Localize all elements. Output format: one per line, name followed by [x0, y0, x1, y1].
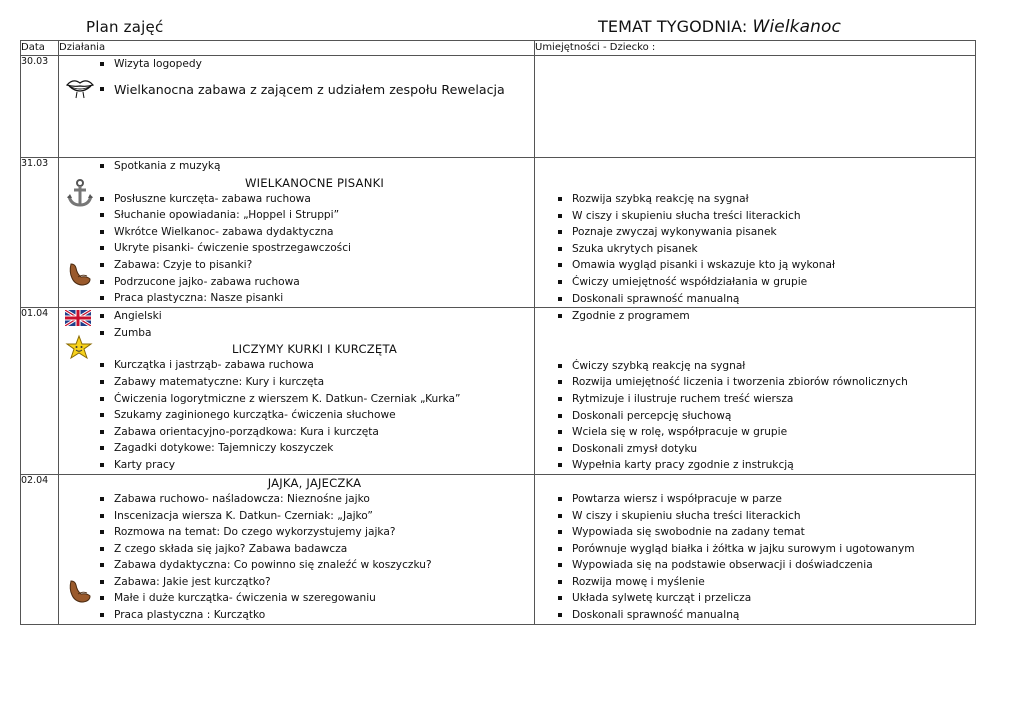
- list-item: Poznaje zwyczaj wykonywania pisanek: [557, 224, 975, 241]
- list-item: Wielkanocna zabawa z zającem z udziałem zespołu Rewelacja: [99, 73, 534, 106]
- skills-list: [535, 308, 975, 325]
- list-item: Rozwija mowę i myślenie: [557, 574, 975, 591]
- list-item: Rytmizuje i ilustruje ruchem treść wiersza: [557, 391, 975, 408]
- table-row: [21, 474, 976, 624]
- row-date: 02.04: [21, 474, 59, 624]
- list-item: Posłuszne kurczęta- zabawa ruchowa: [99, 191, 534, 208]
- row-date: 31.03: [21, 158, 59, 308]
- table-row: [21, 158, 976, 308]
- skills-list: [535, 191, 975, 307]
- row-date: 01.04: [21, 308, 59, 475]
- list-item: Zabawy matematyczne: Kury i kurczęta: [99, 374, 534, 391]
- header-activities: Działania: [59, 41, 535, 56]
- activities-list: [59, 56, 534, 106]
- list-item: Omawia wygląd pisanki i wskazuje kto ją wykonał: [557, 257, 975, 274]
- list-item: Ćwiczenia logorytmiczne z wierszem K. Datkun- Czerniak „Kurka”: [99, 391, 534, 408]
- list-item: Zumba: [99, 325, 534, 342]
- anchor-icon: [65, 178, 95, 214]
- list-item: Wypowiada się swobodnie na zadany temat: [557, 524, 975, 541]
- list-item: Praca plastyczna : Kurczątko: [99, 607, 534, 624]
- list-item: Ukryte pisanki- ćwiczenie spostrzegawczości: [99, 240, 534, 257]
- list-item: Ćwiczy umiejętność współdziałania w grupie: [557, 274, 975, 291]
- list-item: Zagadki dotykowe: Tajemniczy koszyczek: [99, 440, 534, 457]
- list-item: Angielski: [99, 308, 534, 325]
- list-item: Podrzucone jajko- zabawa ruchowa: [99, 274, 534, 291]
- list-item: Rozwija szybką reakcję na sygnał: [557, 191, 975, 208]
- list-item: Układa sylwetę kurcząt i przelicza: [557, 590, 975, 607]
- list-item: Małe i duże kurczątka- ćwiczenia w szeregowaniu: [99, 590, 534, 607]
- activities-list: [59, 308, 534, 341]
- list-item: Z czego składa się jajko? Zabawa badawcza: [99, 541, 534, 558]
- list-item: Praca plastyczna: Nasze pisanki: [99, 290, 534, 307]
- list-item: W ciszy i skupieniu słucha treści literackich: [557, 508, 975, 525]
- list-item: Doskonali sprawność manualną: [557, 291, 975, 308]
- row-date: 30.03: [21, 56, 59, 158]
- list-item: Zabawa orientacyjno-porządkowa: Kura i kurczęta: [99, 424, 534, 441]
- list-item: Szukamy zaginionego kurczątka- ćwiczenia słuchowe: [99, 407, 534, 424]
- theme-prefix: TEMAT TYGODNIA:: [598, 17, 748, 36]
- table-row: [21, 308, 976, 475]
- list-item: Zgodnie z programem: [557, 308, 975, 325]
- list-item: Doskonali percepcję słuchową: [557, 408, 975, 425]
- list-item: Zabawa dydaktyczna: Co powinno się znaleźć w koszyczku?: [99, 557, 534, 574]
- list-item: Kurczątka i jastrząb- zabawa ruchowa: [99, 357, 534, 374]
- table-row: [21, 56, 976, 158]
- activities-list: [59, 357, 534, 473]
- section-heading: JAJKA, JAJECZKA: [267, 475, 362, 490]
- uk-flag-icon: [65, 310, 91, 332]
- list-item: Szuka ukrytych pisanek: [557, 241, 975, 258]
- list-item: Rozwija umiejętność liczenia i tworzenia zbiorów równolicznych: [557, 374, 975, 391]
- list-item: Wkrótce Wielkanoc- zabawa dydaktyczna: [99, 224, 534, 241]
- header-skills: Umiejętności - Dziecko :: [535, 41, 976, 56]
- theme-title: [598, 17, 841, 37]
- list-item: Doskonali sprawność manualną: [557, 607, 975, 624]
- list-item: Karty pracy: [99, 457, 534, 474]
- list-item: Wypełnia karty pracy zgodnie z instrukcją: [557, 457, 975, 474]
- list-item: Wciela się w rolę, współpracuje w grupie: [557, 424, 975, 441]
- skills-cell: [535, 158, 976, 308]
- hand-icon: [65, 262, 93, 294]
- list-item: Porównuje wygląd białka i żółtka w jajku surowym i ugotowanym: [557, 541, 975, 558]
- list-item: Zabawa ruchowo- naśladowcza: Nieznośne jajko: [99, 491, 534, 508]
- header-date: Data: [21, 41, 59, 56]
- skills-cell: [535, 308, 976, 475]
- activities-list: [59, 158, 534, 175]
- skills-list: [535, 491, 975, 624]
- list-item: W ciszy i skupieniu słucha treści literackich: [557, 208, 975, 225]
- skills-cell: [535, 474, 976, 624]
- list-item: Zabawa: Czyje to pisanki?: [99, 257, 534, 274]
- weekly-plan-table: [20, 40, 976, 625]
- activities-list: [59, 491, 534, 624]
- list-item: Powtarza wiersz i współpracuje w parze: [557, 491, 975, 508]
- list-item: Wizyta logopedy: [99, 56, 534, 73]
- skills-list: [535, 358, 975, 474]
- list-item: Słuchanie opowiadania: „Hoppel i Struppi”: [99, 207, 534, 224]
- list-item: Spotkania z muzyką: [99, 158, 534, 175]
- table-header-row: [21, 41, 976, 56]
- activities-list: [59, 191, 534, 307]
- section-heading: WIELKANOCNE PISANKI: [245, 175, 384, 190]
- activities-cell: [59, 308, 535, 475]
- list-item: Rozmowa na temat: Do czego wykorzystujemy jajka?: [99, 524, 534, 541]
- activities-cell: [59, 158, 535, 308]
- hand-icon: [65, 579, 93, 611]
- list-item: Zabawa: Jakie jest kurczątko?: [99, 574, 534, 591]
- star-icon: [65, 334, 93, 368]
- list-item: Ćwiczy szybką reakcję na sygnał: [557, 358, 975, 375]
- activities-cell: [59, 56, 535, 158]
- lips-icon: [65, 74, 95, 106]
- theme-name: Wielkanoc: [752, 17, 841, 37]
- skills-cell: [535, 56, 976, 158]
- list-item: Doskonali zmysł dotyku: [557, 441, 975, 458]
- activities-cell: [59, 474, 535, 624]
- list-item: Wypowiada się na podstawie obserwacji i doświadczenia: [557, 557, 975, 574]
- plan-title: Plan zajęć: [86, 18, 164, 36]
- list-item: Inscenizacja wiersza K. Datkun- Czerniak: „Jajko”: [99, 508, 534, 525]
- section-heading: LICZYMY KURKI I KURCZĘTA: [232, 342, 397, 357]
